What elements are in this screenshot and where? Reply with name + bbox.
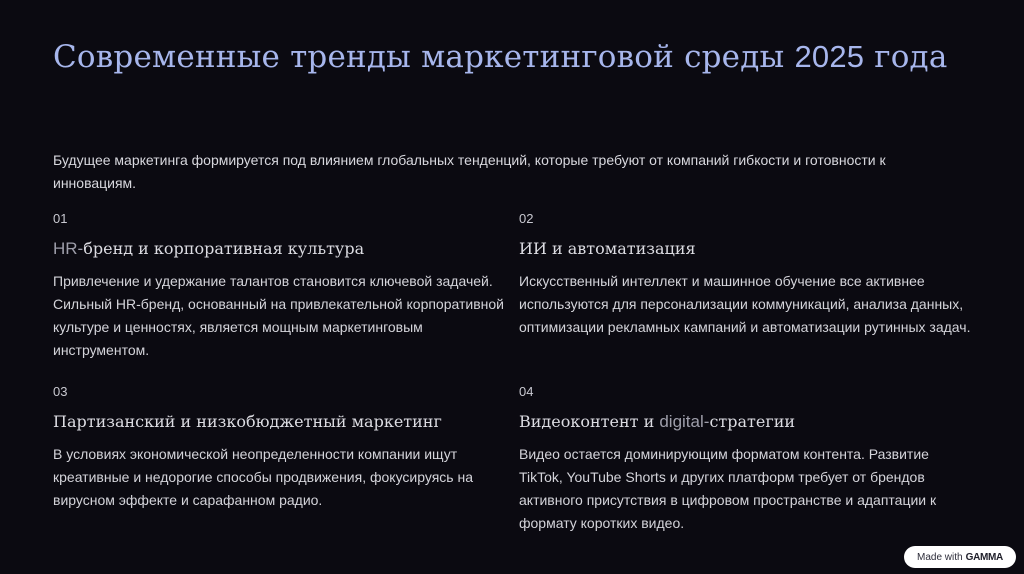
trend-item-3 [53,384,508,512]
trend-title-text-end: стратегии [709,412,796,431]
trend-description: Видео остается доминирующим форматом контента. Развитие TikTok, YouTube Shorts и других платформ требует от брендов активного присутствия в цифровом пространстве и адаптации к формату коротких видео. [519,446,937,531]
trend-number: 02 [519,211,534,226]
made-with-gamma-badge[interactable] [904,546,1016,568]
trend-title-prefix: HR- [53,239,84,258]
trend-title [519,410,974,434]
trend-number: 04 [519,384,534,399]
trend-title: ИИ и автоматизация [519,239,696,258]
title-text-start: Современные тренды маркетинговой среды [53,39,795,75]
title-text-end: года [864,39,948,75]
trend-description: В условиях экономической неопределенности компании ищут креативные и недорогие способы продвижения, фокусируясь на вирусном эффекте и сарафанном радио. [53,446,473,508]
trend-item-2 [519,211,974,339]
trend-title-latin: digital- [659,412,710,431]
badge-prefix: Made with [917,551,963,563]
trend-description: Привлечение и удержание талантов становится ключевой задачей. Сильный HR-бренд, основанный на привлекательной корпоративной культуре и ценностях, является мощным маркетинговым инструментом. [53,273,504,358]
gamma-logo: GAMMA [965,551,1003,563]
trend-number: 01 [53,211,68,226]
trend-title-text: Видеоконтент и [519,412,660,431]
trend-title-text: бренд и корпоративная культура [83,239,365,258]
trend-item-1 [53,211,508,362]
intro-paragraph: Будущее маркетинга формируется под влиянием глобальных тенденций, которые требуют от компаний гибкости и готовности к инновациям. [53,152,886,191]
title-year: 2025 [794,39,865,74]
trend-item-4 [519,384,974,535]
trend-title: Партизанский и низкобюджетный маркетинг [53,412,442,431]
page-title [53,34,948,80]
trend-description: Искусственный интеллект и машинное обучение все активнее используются для персонализации коммуникаций, анализа данных, оптимизации рекламных кампаний и автоматизации рутинных задач. [519,273,971,335]
trend-title [53,237,508,261]
trend-number: 03 [53,384,68,399]
